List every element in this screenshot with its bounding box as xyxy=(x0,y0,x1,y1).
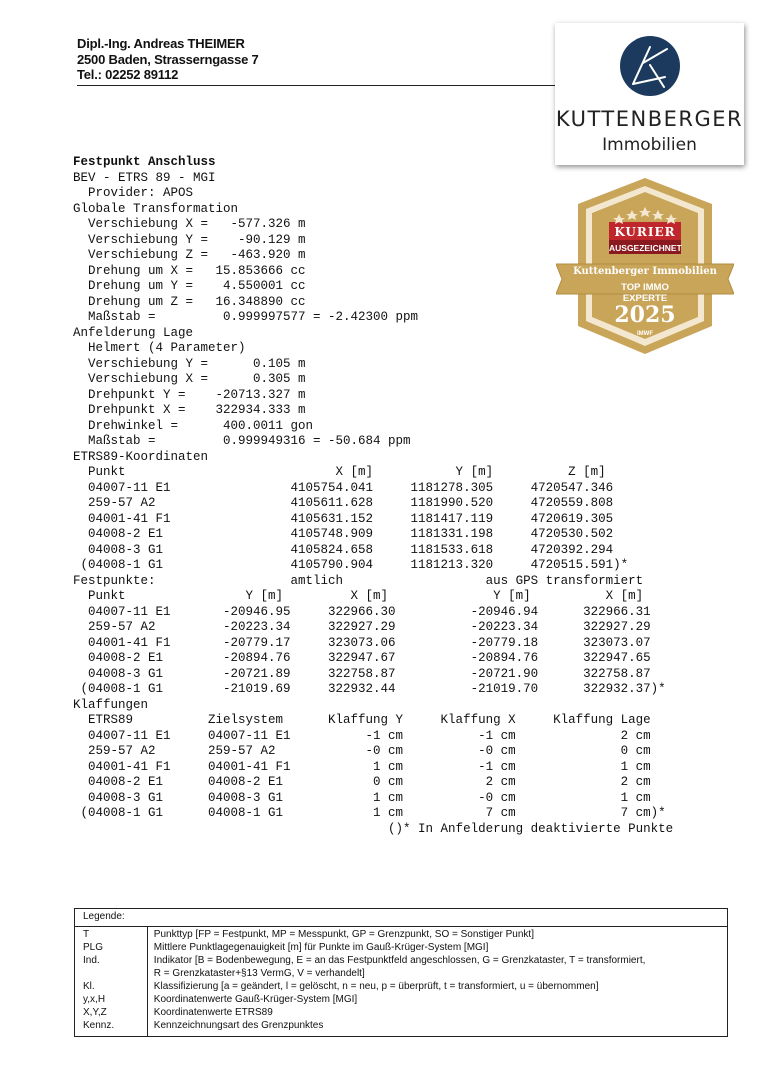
report-line: Drehung um X = 15.853666 cc xyxy=(73,263,306,278)
badge-top-line2: EXPERTE xyxy=(622,292,668,304)
header-divider xyxy=(77,85,555,86)
legend-description: Indikator [B = Bodenbewegung, E = an das Festpunktfeld angeschlossen, G = Grenzkataster, T = transformiert, xyxy=(153,955,646,966)
report-line: Maßstab = 0.999997577 = -2.42300 ppm xyxy=(73,310,419,324)
report-line: 04008-3 G1 4105824.658 1181533.618 4720392.294 xyxy=(73,542,614,557)
report-line: 04001-41 F1 04001-41 F1 1 cm -1 cm 1 cm xyxy=(73,759,651,774)
legend-key: Kennz. xyxy=(83,1020,115,1031)
report-line: 259-57 A2 -20223.34 322927.29 -20223.34 322927.29 xyxy=(73,620,651,634)
legend-key: y,x,H xyxy=(83,994,106,1005)
legend-box xyxy=(74,908,728,1037)
legend-row xyxy=(75,1006,727,1019)
report-line: Drehung um Z = 16.348890 cc xyxy=(73,294,306,309)
legend-description: R = Grenzkataster+§13 VermG, V = verhandelt] xyxy=(153,968,365,979)
report-title: Festpunkt Anschluss xyxy=(73,155,216,169)
legend-row xyxy=(75,954,727,967)
report-line: ()* In Anfelderung deaktivierte Punkte xyxy=(73,821,674,836)
report-line: Verschiebung X = -577.326 m xyxy=(73,217,306,231)
report-line: 259-57 A2 259-57 A2 -0 cm -0 cm 0 cm xyxy=(73,744,651,758)
report-body xyxy=(73,171,673,838)
legend-key: X,Y,Z xyxy=(83,1007,107,1018)
report-line: BEV - ETRS 89 - MGI xyxy=(73,170,216,185)
legend-description: Punkttyp [FP = Festpunkt, MP = Messpunkt, GP = Grenzpunkt, SO = Sonstiger Punkt] xyxy=(153,929,534,940)
legend-description: Klassifizierung [a = geändert, l = gelöscht, n = neu, p = überprüft, t = transformiert, u = übernommen] xyxy=(153,981,599,992)
report-line: Anfelderung Lage xyxy=(73,325,194,340)
report-line: Verschiebung Y = -90.129 m xyxy=(73,232,306,247)
report-line: Festpunkte: amtlich aus GPS transformiert xyxy=(73,573,644,588)
logo-mark-icon xyxy=(619,35,681,97)
legend-description: Mittlere Punktlagegenauigkeit [m] für Punkte im Gauß-Krüger-System [MGI] xyxy=(153,942,489,953)
report-line: (04008-1 G1 -21019.69 322932.44 -21019.70 322932.37)* xyxy=(73,682,666,696)
badge-year: 2025 xyxy=(614,302,676,328)
legend-rows xyxy=(75,928,727,1032)
legend-key: PLG xyxy=(83,942,104,953)
report-line: 04008-2 E1 4105748.909 1181331.198 4720530.502 xyxy=(73,527,614,541)
report-line: (04008-1 G1 04008-1 G1 1 cm 7 cm 7 cm)* xyxy=(73,806,666,820)
report-line: Verschiebung Z = -463.920 m xyxy=(73,248,306,262)
report-line: Globale Transformation xyxy=(73,201,239,216)
legend-description: Koordinatenwerte Gauß-Krüger-System [MGI] xyxy=(153,994,358,1005)
kuttenberger-logo xyxy=(555,23,744,165)
legend-title: Legende: xyxy=(83,911,125,922)
legend-row xyxy=(75,993,727,1006)
surveyor-header xyxy=(77,36,259,83)
badge-ausgezeichnet: AUSGEZEICHNET xyxy=(609,243,682,253)
legend-description: Koordinatenwerte ETRS89 xyxy=(153,1007,273,1018)
badge-company: Kuttenberger Immobilien xyxy=(573,266,717,277)
report-line: Drehpunkt X = 322934.333 m xyxy=(73,403,306,417)
report-line: 04007-11 E1 4105754.041 1181278.305 4720547.346 xyxy=(73,480,614,495)
report-line: Maßstab = 0.999949316 = -50.684 ppm xyxy=(73,434,411,448)
legend-description: Kennzeichnungsart des Grenzpunktes xyxy=(153,1020,324,1031)
report-line: Klaffungen xyxy=(73,697,149,712)
surveyor-phone: Tel.: 02252 89112 xyxy=(77,67,179,82)
logo-subtitle: Immobilien xyxy=(602,135,697,155)
report-line: Punkt X [m] Y [m] Z [m] xyxy=(73,465,606,479)
legend-key: Ind. xyxy=(83,955,100,966)
report-line: Helmert (4 Parameter) xyxy=(73,341,246,355)
report-line: 04001-41 F1 -20779.17 323073.06 -20779.18 323073.07 xyxy=(73,635,651,650)
legend-key: Kl. xyxy=(83,981,95,992)
report-line: 04007-11 E1 -20946.95 322966.30 -20946.94 322966.31 xyxy=(73,604,651,619)
report-line: ETRS89 Zielsystem Klaffung Y Klaffung X Klaffung Lage xyxy=(73,713,651,727)
legend-key xyxy=(75,967,147,980)
logo-brand: KUTTENBERGER xyxy=(555,107,744,131)
legend-row xyxy=(75,1019,727,1032)
report-line: 04008-3 G1 -20721.89 322758.87 -20721.90 322758.87 xyxy=(73,666,651,681)
report-line: Provider: APOS xyxy=(73,186,194,200)
badge-imwf: IMWF xyxy=(637,331,653,337)
report-line: Punkt Y [m] X [m] Y [m] X [m] xyxy=(73,589,644,603)
report-line: 04008-3 G1 04008-3 G1 1 cm -0 cm 1 cm xyxy=(73,790,651,805)
legend-divider xyxy=(75,926,727,927)
legend-row xyxy=(75,928,727,941)
report-line: (04008-1 G1 4105790.904 1181213.320 4720515.591)* xyxy=(73,558,629,572)
legend-row xyxy=(75,980,727,993)
badge-top-line1: TOP IMMO xyxy=(621,282,669,293)
report-line: Drehwinkel = 400.0011 gon xyxy=(73,418,314,433)
report-line: 04001-41 F1 4105631.152 1181417.119 4720619.305 xyxy=(73,511,614,526)
report-line: Drehpunkt Y = -20713.327 m xyxy=(73,387,306,402)
report-line: ETRS89-Koordinaten xyxy=(73,449,209,464)
report-line: 259-57 A2 4105611.628 1181990.520 4720559.808 xyxy=(73,496,614,510)
report-line: 04007-11 E1 04007-11 E1 -1 cm -1 cm 2 cm xyxy=(73,728,651,743)
report-line: 04008-2 E1 04008-2 E1 0 cm 2 cm 2 cm xyxy=(73,775,651,789)
badge-kurier: KURIER xyxy=(614,225,676,239)
report-line: Verschiebung X = 0.305 m xyxy=(73,372,306,386)
legend-key: T xyxy=(83,929,90,940)
surveyor-address: 2500 Baden, Strasserngasse 7 xyxy=(77,51,259,67)
legend-row xyxy=(75,941,727,954)
report-line: Verschiebung Y = 0.105 m xyxy=(73,356,306,371)
surveyor-name: Dipl.-Ing. Andreas THEIMER xyxy=(77,36,245,51)
report-line: Drehung um Y = 4.550001 cc xyxy=(73,279,306,293)
report-line: 04008-2 E1 -20894.76 322947.67 -20894.76 322947.65 xyxy=(73,651,651,665)
legend-row xyxy=(75,967,727,980)
